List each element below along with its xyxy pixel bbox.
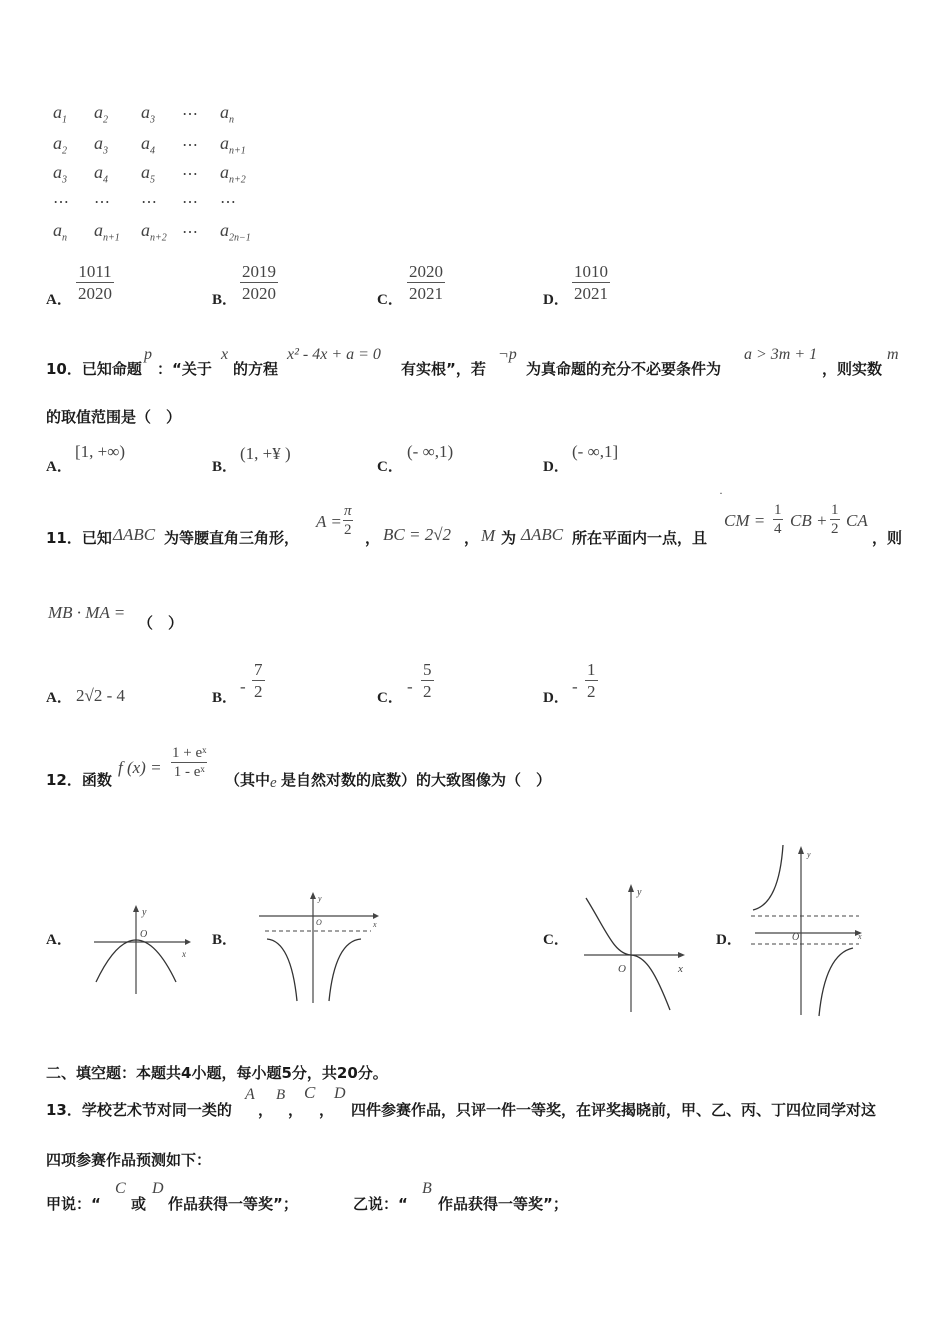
matrix-cell bbox=[182, 164, 198, 184]
y-label: y bbox=[318, 894, 322, 903]
q9-option-b-value[interactable]: 2019 2020 bbox=[242, 262, 276, 303]
q11-m: M bbox=[481, 526, 496, 545]
matrix-cell-subscript: 2n−1 bbox=[229, 232, 251, 244]
right-branch bbox=[329, 939, 361, 1001]
matrix-cell-base: a bbox=[141, 102, 150, 122]
q12-fraction: 1 + eˣ 1 - eˣ bbox=[172, 745, 207, 780]
matrix-cell-base: a bbox=[94, 102, 103, 122]
matrix-cell-base: a bbox=[220, 133, 229, 153]
matrix-cell-base: ⋯ bbox=[182, 224, 198, 241]
matrix-cell-subscript: 4 bbox=[150, 145, 155, 157]
matrix-cell-base: a bbox=[94, 133, 103, 153]
matrix-cell bbox=[182, 104, 198, 124]
y-label: y bbox=[807, 850, 811, 859]
matrix-cell-base: ⋯ bbox=[53, 194, 69, 211]
q10-x: x bbox=[221, 346, 229, 363]
matrix-cell-subscript: n bbox=[229, 114, 234, 126]
matrix-cell-base: ⋯ bbox=[182, 106, 198, 123]
q9-option-a-label: A． bbox=[46, 292, 72, 308]
q10-condition: a > 3m + 1 bbox=[744, 346, 818, 363]
q10-not-p: ¬p bbox=[498, 346, 517, 363]
q13-a: A bbox=[245, 1086, 255, 1103]
matrix-cell bbox=[94, 133, 108, 157]
q11-angle-a: A = bbox=[316, 512, 342, 531]
q11-cm: CM = bbox=[724, 511, 766, 530]
q11-comma-1: ， bbox=[365, 529, 381, 547]
q11-vector-dot: · bbox=[719, 486, 723, 500]
matrix-cell-subscript: 3 bbox=[103, 145, 108, 157]
right-branch bbox=[819, 948, 853, 1016]
q13-jia-c: C bbox=[115, 1180, 126, 1197]
matrix-cell-base: ⋯ bbox=[141, 194, 157, 211]
q13-comma-2: ， bbox=[288, 1101, 304, 1119]
matrix-cell bbox=[182, 222, 198, 242]
q11-text-1: 11．已知 bbox=[46, 529, 112, 547]
matrix-cell bbox=[220, 220, 251, 244]
q13-jia-1: 甲说：“ bbox=[46, 1195, 101, 1213]
q9-option-d-value[interactable]: 1010 2021 bbox=[574, 262, 608, 303]
q13-yi-2: 作品获得一等奖”； bbox=[438, 1195, 568, 1213]
matrix-cell-subscript: n bbox=[62, 232, 67, 244]
origin-label: O bbox=[792, 932, 800, 943]
matrix-cell-base: ⋯ bbox=[182, 137, 198, 154]
x-label: x bbox=[182, 949, 186, 959]
q13-jia-or: 或 bbox=[131, 1195, 147, 1213]
origin-label: O bbox=[316, 918, 322, 927]
matrix-cell-base: ⋯ bbox=[94, 194, 110, 211]
matrix-cell-base: a bbox=[53, 133, 62, 153]
q13-jia-d: D bbox=[152, 1180, 164, 1197]
q13-yi-1: 乙说：“ bbox=[353, 1195, 408, 1213]
q10-option-d-value[interactable]: (- ∞,1] bbox=[572, 442, 619, 461]
matrix-cell-subscript: 5 bbox=[150, 174, 155, 186]
q10-text-2: ：“关于 bbox=[157, 360, 212, 378]
q11-option-b-value[interactable]: 7 2 bbox=[254, 660, 263, 701]
matrix-cell-subscript: 3 bbox=[62, 174, 67, 186]
q11-bc: BC = 2√2 bbox=[383, 525, 452, 544]
matrix-cell bbox=[53, 192, 69, 212]
matrix-cell bbox=[53, 162, 67, 186]
y-label: y bbox=[142, 907, 147, 918]
q13-jia-2: 作品获得一等奖”； bbox=[168, 1195, 298, 1213]
q11-triangle-2: ΔABC bbox=[521, 525, 564, 544]
origin-label: O bbox=[140, 929, 148, 940]
matrix-cell bbox=[53, 220, 67, 244]
matrix-cell bbox=[220, 162, 246, 186]
q11-dot-product: MB · MA = bbox=[48, 603, 126, 622]
q11-text-3: 为 bbox=[501, 529, 517, 547]
matrix-cell-base: a bbox=[94, 162, 103, 182]
q9-option-a-value[interactable]: 1011 2020 bbox=[78, 262, 112, 303]
q10-option-d-label: D． bbox=[543, 459, 569, 475]
q10-option-a-label: A． bbox=[46, 459, 72, 475]
q10-option-b-label: B． bbox=[212, 459, 238, 475]
matrix-cell bbox=[53, 133, 67, 157]
matrix-cell bbox=[141, 133, 155, 157]
q13-line-2: 四项参赛作品预测如下： bbox=[46, 1151, 212, 1169]
y-axis-arrow bbox=[628, 884, 634, 892]
q11-text-4: 所在平面内一点，且 bbox=[572, 529, 708, 547]
matrix-cell-subscript: 4 bbox=[103, 174, 108, 186]
q12-text-1: 12．函数 bbox=[46, 771, 112, 789]
matrix-cell-base: a bbox=[94, 220, 103, 240]
q11-pi-over-2: π 2 bbox=[344, 503, 352, 538]
q10-option-a-value[interactable]: [1, +∞) bbox=[75, 442, 126, 461]
q11-quarter: 1 4 bbox=[774, 502, 782, 537]
matrix-cell-subscript: 2 bbox=[62, 145, 67, 157]
q13-c: C bbox=[304, 1083, 316, 1102]
matrix-cell-base: a bbox=[220, 102, 229, 122]
x-label: x bbox=[678, 963, 683, 975]
q9-option-d-label: D． bbox=[543, 292, 569, 308]
q11-paren: （ ） bbox=[138, 614, 184, 632]
q10-option-c-value[interactable]: (- ∞,1) bbox=[407, 442, 454, 461]
q11-text-2: 为等腰直角三角形， bbox=[164, 529, 300, 547]
matrix-cell-subscript: 2 bbox=[103, 114, 108, 126]
q12-graph-a[interactable] bbox=[90, 900, 195, 1000]
matrix-cell bbox=[94, 192, 110, 212]
matrix-cell bbox=[141, 102, 155, 126]
q12-text-2: （其中 bbox=[225, 771, 271, 789]
left-branch bbox=[267, 939, 297, 1001]
q11-half: 1 2 bbox=[831, 502, 839, 537]
x-axis-arrow bbox=[678, 952, 685, 958]
x-axis-arrow bbox=[185, 939, 191, 945]
x-label: x bbox=[858, 932, 862, 941]
q11-option-d-label: D． bbox=[543, 690, 569, 706]
q12-option-b-label: B． bbox=[212, 932, 238, 948]
origin-label: O bbox=[618, 963, 626, 975]
q12-e: e bbox=[270, 775, 277, 791]
q9-option-b-label: B． bbox=[212, 292, 238, 308]
q10-text-4: 有实根”，若 bbox=[401, 360, 486, 378]
matrix-cell bbox=[53, 102, 67, 126]
q13-text-2: 四件参赛作品，只评一件一等奖，在评奖揭晓前，甲、乙、丙、丁四位同学对这 bbox=[351, 1101, 877, 1119]
q10-option-b-value[interactable]: (1, +¥ ) bbox=[240, 444, 291, 463]
q11-option-b-sign: - bbox=[240, 677, 246, 696]
q12-graph-b[interactable] bbox=[255, 885, 385, 1005]
matrix-cell-base: ⋯ bbox=[220, 194, 236, 211]
q13-text-1: 13．学校艺术节对同一类的 bbox=[46, 1101, 232, 1119]
matrix-cell bbox=[141, 162, 155, 186]
matrix-cell bbox=[94, 162, 108, 186]
matrix-cell-base: a bbox=[141, 133, 150, 153]
q11-option-a-value[interactable]: 2√2 - 4 bbox=[76, 686, 125, 705]
q10-text-6: ，则实数 bbox=[822, 360, 883, 378]
left-branch bbox=[753, 845, 783, 910]
matrix-cell-base: a bbox=[53, 102, 62, 122]
q10-text-1: 10．已知命题 bbox=[46, 360, 142, 378]
matrix-cell bbox=[220, 192, 236, 212]
q9-option-c-label: C． bbox=[377, 292, 403, 308]
q10-line-2: 的取值范围是（ ） bbox=[46, 408, 182, 426]
q12-graph-d[interactable] bbox=[745, 840, 870, 1020]
matrix-cell bbox=[94, 102, 108, 126]
q13-d: D bbox=[334, 1085, 346, 1102]
matrix-cell-subscript: n+1 bbox=[103, 232, 120, 244]
x-axis-arrow bbox=[373, 913, 379, 919]
y-axis-arrow bbox=[133, 905, 139, 912]
q9-option-c-value[interactable]: 2020 2021 bbox=[409, 262, 443, 303]
y-axis-arrow bbox=[798, 846, 804, 854]
matrix-cell bbox=[141, 192, 157, 212]
q11-option-c-label: C． bbox=[377, 690, 403, 706]
curve bbox=[586, 898, 670, 1010]
matrix-cell-subscript: 1 bbox=[62, 114, 67, 126]
matrix-cell bbox=[182, 135, 198, 155]
q12-fx: f (x) = bbox=[118, 758, 162, 777]
q13-comma-1: ， bbox=[258, 1101, 274, 1119]
q11-text-5: ，则 bbox=[872, 529, 903, 547]
y-label: y bbox=[637, 887, 642, 898]
matrix-cell bbox=[141, 220, 167, 244]
q13-comma-3: ， bbox=[319, 1101, 335, 1119]
q13-yi-b: B bbox=[422, 1180, 432, 1197]
q10-text-5: 为真命题的充分不必要条件为 bbox=[526, 360, 722, 378]
matrix-cell-base: a bbox=[220, 220, 229, 240]
q11-option-d-sign: - bbox=[572, 677, 578, 696]
q10-p: p bbox=[144, 346, 152, 363]
matrix-cell-subscript: n+2 bbox=[150, 232, 167, 244]
q12-option-d-label: D． bbox=[716, 932, 742, 948]
matrix-cell-base: a bbox=[53, 220, 62, 240]
q11-option-b-label: B． bbox=[212, 690, 238, 706]
matrix-cell-base: ⋯ bbox=[182, 194, 198, 211]
y-axis-arrow bbox=[310, 892, 316, 899]
matrix-cell-base: ⋯ bbox=[182, 166, 198, 183]
matrix-cell bbox=[220, 102, 234, 126]
q10-option-c-label: C． bbox=[377, 459, 403, 475]
q11-comma-2: ， bbox=[464, 529, 480, 547]
q11-triangle: ΔABC bbox=[113, 525, 156, 544]
q11-cb: CB + bbox=[790, 511, 828, 530]
q10-m: m bbox=[887, 346, 899, 363]
q11-option-c-value[interactable]: 5 2 bbox=[423, 660, 432, 701]
q11-option-c-sign: - bbox=[407, 677, 413, 696]
q12-graph-c[interactable] bbox=[580, 878, 695, 1018]
q12-option-a-label: A． bbox=[46, 932, 72, 948]
matrix-cell bbox=[182, 192, 198, 212]
q11-option-d-value[interactable]: 1 2 bbox=[587, 660, 596, 701]
q12-option-c-label: C． bbox=[543, 932, 569, 948]
q10-equation: x² - 4x + a = 0 bbox=[287, 346, 381, 363]
matrix-cell-base: a bbox=[53, 162, 62, 182]
q13-b: B bbox=[276, 1087, 286, 1103]
q11-option-a-label: A． bbox=[46, 690, 72, 706]
matrix-cell bbox=[94, 220, 120, 244]
q12-text-3: 是自然对数的底数）的大致图像为（ ） bbox=[281, 771, 552, 789]
matrix-cell-base: a bbox=[141, 220, 150, 240]
matrix-cell-subscript: n+2 bbox=[229, 174, 246, 186]
q10-text-3: 的方程 bbox=[233, 360, 279, 378]
section-2-heading: 二、填空题：本题共4小题，每小题5分，共20分。 bbox=[46, 1064, 388, 1082]
matrix-cell-subscript: 3 bbox=[150, 114, 155, 126]
matrix-cell-subscript: n+1 bbox=[229, 145, 246, 157]
x-label: x bbox=[373, 920, 377, 929]
matrix-cell-base: a bbox=[141, 162, 150, 182]
q11-ca: CA bbox=[846, 511, 868, 530]
matrix-cell bbox=[220, 133, 246, 157]
matrix-cell-base: a bbox=[220, 162, 229, 182]
